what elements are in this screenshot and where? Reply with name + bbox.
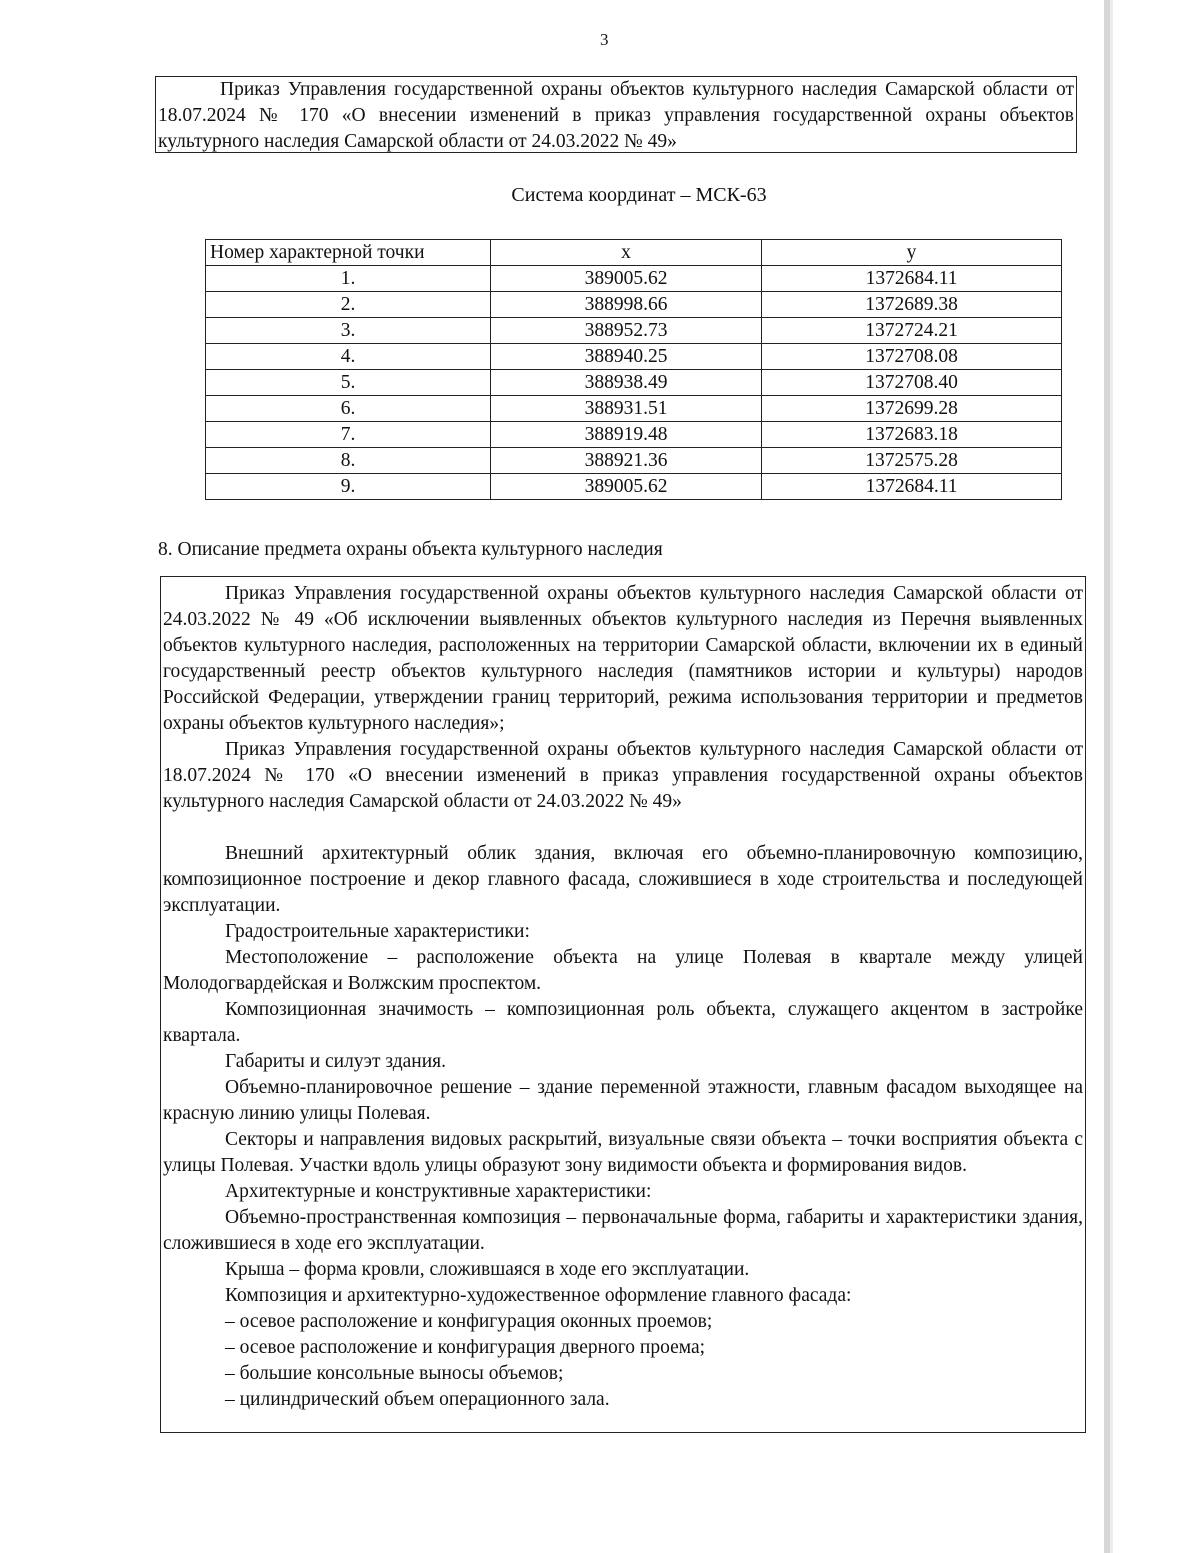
protection-subject-box [160,576,1086,1433]
point-number: 5. [206,370,491,396]
coordinates-table [205,239,1062,500]
y-value: 1372683.18 [762,422,1062,448]
y-value: 1372684.11 [762,266,1062,292]
composition-significance-paragraph: Композиционная значимость – композиционная роль объекта, служащего акцентом в застройке квартала. [163,999,1083,1046]
volume-planning-paragraph: Объемно-планировочное решение – здание переменной этажности, главным фасадом выходящее на красную линию улицы Полевая. [163,1077,1083,1124]
y-value: 1372699.28 [762,396,1062,422]
x-value: 388921.36 [491,448,762,474]
point-number: 7. [206,422,491,448]
column-header-y: y [762,240,1062,266]
dimensions-paragraph: Габариты и силуэт здания. [225,1051,446,1072]
facade-list-item: – осевое расположение и конфигурация дверного проема; [225,1337,706,1358]
point-number: 3. [206,318,491,344]
y-value: 1372724.21 [762,318,1062,344]
x-value: 388940.25 [491,344,762,370]
x-value: 388931.51 [491,396,762,422]
y-value: 1372684.11 [762,474,1062,500]
x-value: 388919.48 [491,422,762,448]
table-row [206,318,1062,344]
x-value: 388998.66 [491,292,762,318]
facade-list-item: – большие консольные выносы объемов; [225,1363,564,1384]
x-value: 388938.49 [491,370,762,396]
order-170-text: Приказ Управления государственной охраны объектов культурного наследия Самарской области от 18.07.2024 № 170 «О внесении изменений в приказ управления государственной охраны объектов культурного наследия Самарской области от 24.03.2022 № 49» [163,739,1083,812]
x-value: 389005.62 [491,266,762,292]
table-row [206,344,1062,370]
point-number: 1. [206,266,491,292]
table-header-row [206,240,1062,266]
spatial-composition-paragraph: Объемно-пространственная композиция – первоначальные форма, габариты и характеристики здания, сложившиеся в ходе его эксплуатации. [163,1207,1083,1254]
urban-characteristics-heading: Градостроительные характеристики: [225,921,530,942]
point-number: 4. [206,344,491,370]
architectural-characteristics-heading: Архитектурные и конструктивные характеристики: [225,1181,652,1202]
exterior-paragraph: Внешний архитектурный облик здания, включая его объемно-планировочную композицию, композиционное построение и декор главного фасада, сложившиеся в ходе строительства и последующей эксплуатации. [163,843,1083,916]
order-reference-text: Приказ Управления государственной охраны объектов культурного наследия Самарской области от 18.07.2024 № 170 «О внесении изменений в приказ управления государственной охраны объектов культурного наследия Самарской области от 24.03.2022 № 49» [158,79,1074,152]
y-value: 1372708.40 [762,370,1062,396]
table-row [206,370,1062,396]
point-number: 9. [206,474,491,500]
location-paragraph: Местоположение – расположение объекта на улице Полевая в квартале между улицей Молодогвардейская и Волжским проспектом. [163,947,1083,994]
table-row [206,474,1062,500]
point-number: 6. [206,396,491,422]
roof-paragraph: Крыша – форма кровли, сложившаяся в ходе его эксплуатации. [225,1259,750,1280]
column-header-x: x [491,240,762,266]
x-value: 389005.62 [491,474,762,500]
y-value: 1372575.28 [762,448,1062,474]
table-row [206,396,1062,422]
point-number: 2. [206,292,491,318]
table-row [206,292,1062,318]
column-header-point: Номер характерной точки [206,240,491,266]
table-row [206,266,1062,292]
y-value: 1372708.08 [762,344,1062,370]
facade-heading: Композиция и архитектурно-художественное оформление главного фасада: [225,1285,852,1306]
facade-list-item: – цилиндрический объем операционного зала. [225,1389,610,1410]
blank-line [163,815,1083,841]
table-row [206,422,1062,448]
table-row [206,448,1062,474]
scan-edge-shadow [1110,0,1113,1553]
page-number: 3 [600,30,609,49]
order-reference-box [155,76,1077,153]
x-value: 388952.73 [491,318,762,344]
facade-list-item: – осевое расположение и конфигурация оконных проемов; [225,1311,713,1332]
view-sectors-paragraph: Секторы и направления видовых раскрытий, визуальные связи объекта – точки восприятия объекта с улицы Полевая. Участки вдоль улицы образуют зону видимости объекта и формирования видов. [163,1129,1083,1176]
coordinate-system-title: Система координат – МСК-63 [511,184,767,206]
y-value: 1372689.38 [762,292,1062,318]
point-number: 8. [206,448,491,474]
section-8-heading: 8. Описание предмета охраны объекта культурного наследия [158,539,663,560]
order-49-text: Приказ Управления государственной охраны объектов культурного наследия Самарской области от 24.03.2022 № 49 «Об исключении выявленных объектов культурного наследия из Перечня выявленных объектов культурного наследия, расположенных на территории Самарской области, включении их в единый государственный реестр объектов культурного наследия (памятников истории и культуры) народов Российской Федерации, утверждении границ территорий, режима использования территории и предметов охраны объектов культурного наследия»; [163,583,1083,734]
